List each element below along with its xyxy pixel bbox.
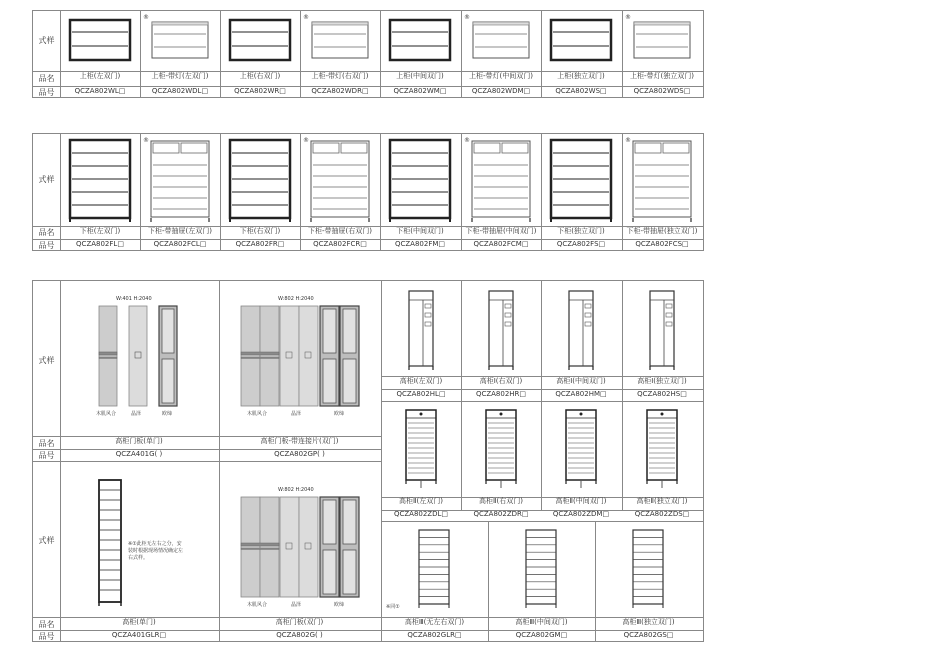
glass-door-dim: W:802 H:2040 <box>278 296 314 302</box>
door-wood-finish <box>99 306 117 406</box>
product-code: QCZA802ZDS□ <box>634 510 690 518</box>
drawer <box>505 322 511 326</box>
door-panel-inset <box>323 359 336 403</box>
product-name: 上柜(右双门) <box>239 72 281 80</box>
product-name: 上柜-带灯(右双门) <box>311 72 369 80</box>
product-code: QCZA802FR□ <box>235 240 285 248</box>
upper-cabinet-lit <box>634 22 690 58</box>
door-panel-inset <box>323 500 336 544</box>
tall-cabinet-i <box>489 291 513 366</box>
style-label: 式样 <box>38 36 55 45</box>
name-label: 品名 <box>38 228 55 237</box>
name-label: 品名 <box>38 74 55 83</box>
product-code: QCZA802HS□ <box>637 390 687 398</box>
door-panel-inset <box>162 309 174 353</box>
product-code: QCZA802WDR□ <box>311 87 369 95</box>
product-name: 高柜门板(双门) <box>275 618 324 626</box>
product-code: QCZA802FM□ <box>394 240 446 248</box>
product-name: 下柜(左双门) <box>79 227 121 235</box>
drawer <box>474 143 500 153</box>
product-code: QCZA802HL□ <box>396 390 446 398</box>
light-strip <box>152 22 208 25</box>
knob <box>500 413 503 416</box>
door-gloss-finish <box>299 306 318 406</box>
door-handle-strip <box>241 548 279 550</box>
product-name: 高柜Ⅱ(中间双门) <box>555 497 607 505</box>
product-code: QCZA802FCS□ <box>635 240 689 248</box>
registered-mark: ® <box>464 137 470 144</box>
product-code: QCZA802GP( ) <box>274 450 325 458</box>
finish-label: 木肌风合 <box>247 411 268 417</box>
drawer <box>585 313 591 317</box>
product-code: QCZA802WDL□ <box>151 87 209 95</box>
product-name: 高柜门板-带连接片(双门) <box>260 437 339 445</box>
tall3-note: ※同① <box>386 604 400 610</box>
door-wood-finish <box>241 306 260 406</box>
drawer <box>585 322 591 326</box>
product-code: QCZA802GM□ <box>515 631 568 639</box>
product-code: QCZA802WR□ <box>234 87 286 95</box>
knob <box>661 413 664 416</box>
knob <box>420 413 423 416</box>
door-panel-inset <box>343 309 356 353</box>
upper-cabinet <box>230 20 290 60</box>
product-name: 下柜-带抽屉(右双门) <box>308 227 372 235</box>
finish-label: 晶泽 <box>131 411 142 417</box>
product-name: 高柜Ⅰ(左双门) <box>399 377 443 385</box>
product-name: 下柜(右双门) <box>239 227 281 235</box>
door-handle-strip <box>99 352 117 355</box>
tall-cabinet-ii <box>647 410 677 480</box>
door-wood-finish <box>260 306 279 406</box>
tall-single-note: ※①此柜无左右之分，安装时根据现场情况确定左右式样。 <box>128 541 184 561</box>
drawer <box>425 313 431 317</box>
drawer <box>635 143 661 153</box>
door-panel-inset <box>323 309 336 353</box>
door-gloss-finish <box>280 497 299 597</box>
product-code: QCZA802G( ) <box>276 631 323 639</box>
product-name: 上柜-带灯(独立双门) <box>630 72 694 80</box>
product-name: 高柜Ⅲ(独立双门) <box>622 618 675 626</box>
drawer <box>181 143 207 153</box>
drawer <box>666 322 672 326</box>
product-name: 高柜Ⅲ(无左右双门) <box>404 618 465 626</box>
drawer <box>585 304 591 308</box>
tall-cabinet-ii <box>566 410 596 480</box>
product-code: QCZA802WS□ <box>555 87 607 95</box>
light-strip <box>312 22 368 25</box>
registered-mark: ® <box>143 14 149 21</box>
door-panel-inset <box>162 359 174 403</box>
tall-cabinet-ii <box>406 410 436 480</box>
door-panel-inset <box>343 550 356 594</box>
product-name: 下柜(中间双门) <box>396 227 444 235</box>
product-code: QCZA802WL□ <box>74 87 126 95</box>
product-code: QCZA401G( ) <box>115 450 163 458</box>
product-code: QCZA802FCL□ <box>153 240 207 248</box>
drawer <box>313 143 339 153</box>
drawer <box>666 313 672 317</box>
tall-cabinet-i <box>650 291 674 366</box>
finish-label: 欧缔 <box>334 602 345 608</box>
drawer <box>505 313 511 317</box>
product-name: 高柜(单门) <box>122 618 156 626</box>
upper-cabinet <box>551 20 611 60</box>
upper-cabinet-lit <box>312 22 368 58</box>
product-code: QCZA802FL□ <box>76 240 124 248</box>
door-panel-inset <box>343 359 356 403</box>
product-code: QCZA802ZDL□ <box>393 510 449 518</box>
registered-mark: ® <box>625 137 631 144</box>
door-panel-inset <box>343 500 356 544</box>
product-code: QCZA802FCR□ <box>313 240 367 248</box>
product-code: QCZA802WDM□ <box>471 87 531 95</box>
finish-label: 晶泽 <box>291 411 302 417</box>
style-label: 式样 <box>38 536 55 545</box>
single-door-dim: W:401 H:2040 <box>116 296 152 302</box>
drawer <box>425 322 431 326</box>
finish-label: 欧缔 <box>162 411 173 417</box>
door-handle-strip <box>241 357 279 359</box>
upper-cabinet <box>390 20 450 60</box>
door-handle-strip <box>241 352 279 355</box>
registered-mark: ® <box>303 137 309 144</box>
drawer <box>341 143 367 153</box>
door-gloss-finish <box>299 497 318 597</box>
product-code: QCZA802GLR□ <box>407 631 462 639</box>
finish-label: 木肌风合 <box>96 411 117 417</box>
product-code: QCZA802WM□ <box>393 87 447 95</box>
product-code: QCZA802GS□ <box>623 631 674 639</box>
code-label: 品号 <box>38 632 55 641</box>
door-gloss-finish <box>129 306 147 406</box>
product-name: 下柜-带抽屉(中间双门) <box>465 227 537 235</box>
drawer <box>505 304 511 308</box>
drawer <box>666 304 672 308</box>
product-name: 高柜Ⅰ(中间双门) <box>556 377 606 385</box>
finish-label: 晶泽 <box>291 602 302 608</box>
tall-single-cabinet <box>99 480 121 602</box>
product-code: QCZA802ZDR□ <box>473 510 529 518</box>
door-gloss-finish <box>280 306 299 406</box>
product-name: 高柜Ⅱ(左双门) <box>399 497 443 505</box>
product-name: 高柜Ⅱ(独立双门) <box>636 497 688 505</box>
registered-mark: ® <box>143 137 149 144</box>
door-wood-finish <box>260 497 279 597</box>
style-label: 式样 <box>38 356 55 365</box>
knob <box>580 413 583 416</box>
product-name: 上柜-带灯(中间双门) <box>469 72 533 80</box>
registered-mark: ® <box>303 14 309 21</box>
drawer <box>153 143 179 153</box>
name-label: 品名 <box>38 620 55 629</box>
door-wood-finish <box>241 497 260 597</box>
door-handle-strip <box>241 543 279 546</box>
name-label: 品名 <box>38 439 55 448</box>
door-handle-strip <box>99 357 117 359</box>
product-name: 上柜(中间双门) <box>396 72 444 80</box>
product-name: 高柜Ⅰ(独立双门) <box>637 377 687 385</box>
product-name: 高柜门板(单门) <box>115 437 163 445</box>
product-name: 上柜(独立双门) <box>557 72 605 80</box>
product-name: 高柜Ⅱ(右双门) <box>479 497 523 505</box>
product-name: 下柜-带抽屉(左双门) <box>148 227 212 235</box>
product-code: QCZA802HM□ <box>555 390 607 398</box>
lower-cabinet-drawers <box>311 141 369 217</box>
lower-cabinet-drawers <box>472 141 530 217</box>
code-label: 品号 <box>38 241 55 250</box>
product-code: QCZA401GLR□ <box>111 631 167 639</box>
tall-cabinet-ii <box>486 410 516 480</box>
product-name: 下柜(独立双门) <box>557 227 605 235</box>
registered-mark: ® <box>625 14 631 21</box>
tall-cabinet-i <box>569 291 593 366</box>
product-name: 上柜(左双门) <box>79 72 121 80</box>
lower-cabinet-drawers <box>633 141 691 217</box>
code-label: 品号 <box>38 451 55 460</box>
registered-mark: ® <box>464 14 470 21</box>
drawer <box>425 304 431 308</box>
product-name: 高柜Ⅲ(中间双门) <box>515 618 568 626</box>
code-label: 品号 <box>38 88 55 97</box>
product-code: QCZA802WDS□ <box>633 87 691 95</box>
light-strip <box>473 22 529 25</box>
drawer <box>502 143 528 153</box>
product-name: 上柜-带灯(左双门) <box>151 72 209 80</box>
upper-cabinet-lit <box>473 22 529 58</box>
product-code: QCZA802FCM□ <box>473 240 529 248</box>
lower-cabinet-drawers <box>151 141 209 217</box>
drawer <box>663 143 689 153</box>
product-code: QCZA802FS□ <box>556 240 606 248</box>
light-strip <box>634 22 690 25</box>
finish-label: 欧缔 <box>334 411 345 417</box>
finish-label: 木肌风合 <box>247 602 268 608</box>
product-name: 高柜Ⅰ(右双门) <box>479 377 523 385</box>
style-label: 式样 <box>38 175 55 184</box>
product-name: 下柜-带抽屉(独立双门) <box>626 227 698 235</box>
door-panel-inset <box>323 550 336 594</box>
product-code: QCZA802ZDM□ <box>552 510 610 518</box>
upper-cabinet-lit <box>152 22 208 58</box>
upper-cabinet <box>70 20 130 60</box>
double-door-dim: W:802 H:2040 <box>278 487 314 493</box>
product-code: QCZA802HR□ <box>475 390 527 398</box>
tall-cabinet-i <box>409 291 433 366</box>
